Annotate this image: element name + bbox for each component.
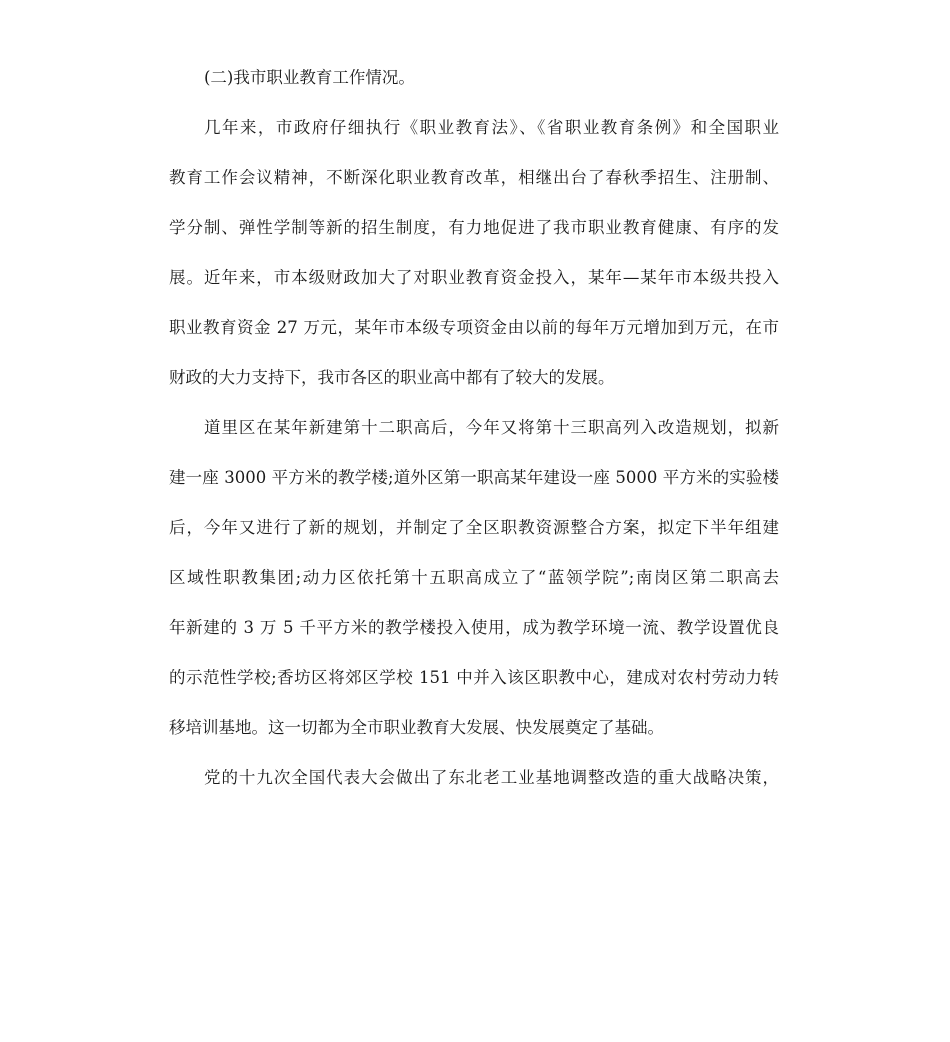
paragraph-line: 区域性职教集团;动力区依托第十五职高成立了“蓝领学院”;南岗区第二职高去 [169,568,779,587]
paragraph-line: 道里区在某年新建第十二职高后，今年又将第十三职高列入改造规划，拟新 [204,418,779,437]
paragraph-line: 几年来，市政府仔细执行《职业教育法》、《省职业教育条例》和全国职业 [204,118,779,137]
paragraph-line: 学分制、弹性学制等新的招生制度，有力地促进了我市职业教育健康、有序的发 [169,218,779,237]
paragraph-line: 财政的大力支持下，我市各区的职业高中都有了较大的发展。 [169,368,615,387]
paragraph-line: 的示范性学校;香坊区将郊区学校 151 中并入该区职教中心，建成对农村劳动力转 [169,668,779,687]
paragraph-line: 教育工作会议精神，不断深化职业教育改革，相继出台了春秋季招生、注册制、 [169,168,779,187]
paragraph-line: 建一座 3000 平方米的教学楼;道外区第一职高某年建设一座 5000 平方米的实验楼 [169,468,779,487]
paragraph-line: 年新建的 3 万 5 千平方米的教学楼投入使用，成为教学环境一流、教学设置优良 [169,618,779,637]
paragraph-line: 移培训基地。这一切都为全市职业教育大发展、快发展奠定了基础。 [169,718,664,737]
paragraph-line: 后，今年又进行了新的规划，并制定了全区职教资源整合方案，拟定下半年组建 [169,518,779,537]
paragraph-line: 党的十九次全国代表大会做出了东北老工业基地调整改造的重大战略决策， [204,768,779,787]
paragraph-line: 展。近年来，市本级财政加大了对职业教育资金投入，某年—某年市本级共投入 [169,268,779,287]
paragraph-line: 职业教育资金 27 万元，某年市本级专项资金由以前的每年万元增加到万元，在市 [169,318,779,337]
section-heading: (二)我市职业教育工作情况。 [204,68,415,87]
